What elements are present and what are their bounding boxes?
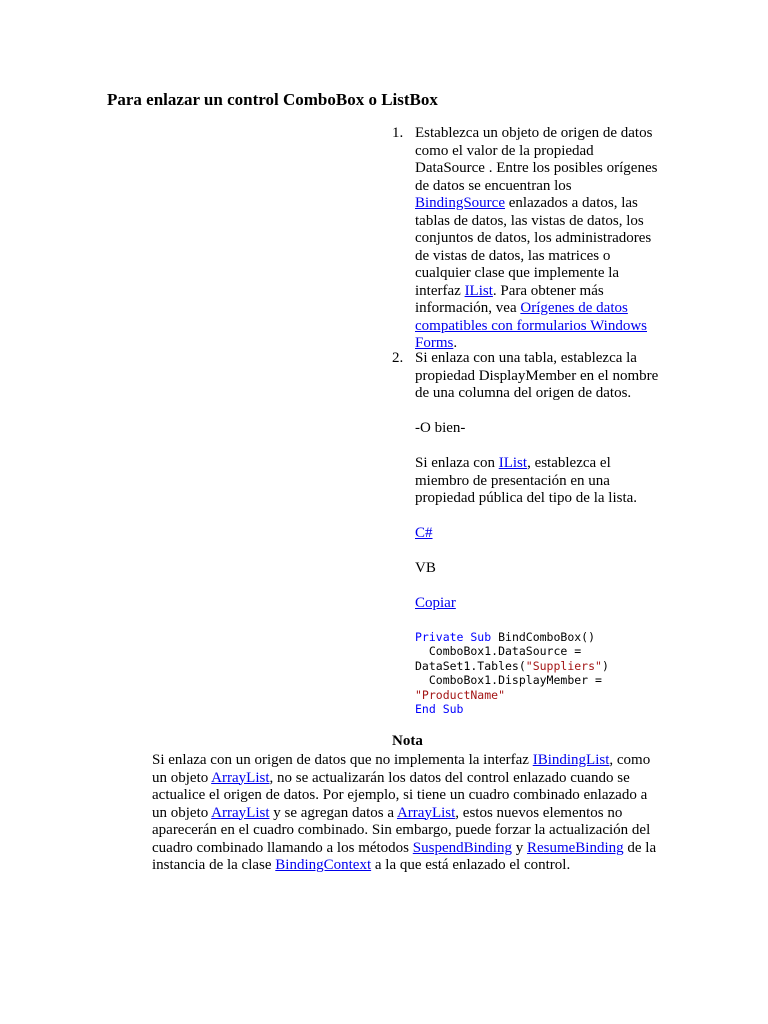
step-1-text-c: . Para obtener más información, vea: [415, 282, 604, 316]
note-body: [152, 752, 662, 875]
arraylist-link[interactable]: ArrayList: [396, 804, 456, 821]
step-1-text-a: Establezca un objeto de origen de datos como el valor de la propiedad DataSource . Entre los posibles orígenes de datos se encuentran los: [415, 125, 658, 194]
code-text: ComboBox1.DisplayMember =: [415, 673, 602, 688]
step-1: [392, 125, 660, 353]
step-1-text: [415, 125, 660, 353]
arraylist-link[interactable]: ArrayList: [211, 804, 270, 821]
note-text: , como un objeto: [152, 752, 651, 786]
note-text: , estos nuevos elementos no aparecerán en el cuadro combinado. Sin embargo, puede forzar la actualización del cuadro combinado llamando a los métodos: [152, 804, 651, 856]
copy-link[interactable]: Copiar: [415, 595, 456, 611]
step-1-text-b: enlazados a datos, las tablas de datos, las vistas de datos, los conjuntos de datos, los administradores de vistas de datos, las matrices o cualquier clase que implemente la interfaz: [415, 195, 652, 299]
page-heading: Para enlazar un control ComboBox o ListBox: [107, 90, 438, 109]
vb-tab-label: VB: [415, 560, 436, 576]
note-text: y se agregan datos a: [269, 804, 397, 821]
step-1-number: 1.: [392, 125, 404, 141]
note-text: Si enlaza con un origen de datos que no implementa la interfaz: [152, 752, 533, 768]
code-text: ): [601, 658, 609, 673]
step-2-or-else: -O bien-: [415, 420, 466, 436]
step-2-ilist-pre: Si enlaza con: [415, 455, 499, 471]
arraylist-link[interactable]: ArrayList: [211, 769, 270, 786]
code-keyword: End Sub: [415, 702, 464, 717]
note-text: a la que está enlazado el control.: [371, 857, 571, 873]
note-text: de la instancia de la clase: [152, 839, 657, 873]
note-title: Nota: [392, 733, 423, 749]
bindingcontext-link[interactable]: BindingContext: [275, 857, 372, 873]
code-string: "Suppliers": [525, 658, 602, 673]
code-keyword: Private Sub: [415, 630, 492, 644]
suspendbinding-link[interactable]: SuspendBinding: [412, 839, 512, 856]
code-string: "ProductName": [415, 687, 506, 702]
origenes-datos-link[interactable]: Orígenes de datos compatibles con formularios Windows Forms: [415, 300, 647, 351]
code-text: BindComboBox(): [491, 630, 596, 644]
resumebinding-link[interactable]: ResumeBinding: [526, 839, 624, 856]
ilist-link-2[interactable]: IList: [498, 455, 528, 471]
code-text: DataSet1.Tables(: [415, 658, 526, 673]
csharp-tab-link[interactable]: C#: [415, 525, 433, 541]
note-text: y: [511, 839, 527, 856]
ibindinglist-link[interactable]: IBindingList: [532, 752, 610, 768]
step-2: [392, 350, 660, 716]
code-block: [415, 630, 660, 716]
code-text: ComboBox1.DataSource =: [415, 644, 582, 659]
note-text: , no se actualizarán los datos del control enlazado cuando se actualice el origen de datos. Por ejemplo, si tiene un cuadro combinado enlazado a un objeto: [152, 769, 648, 821]
step-2-ilist-post: , establezca el miembro de presentación en una propiedad pública del tipo de la lista.: [415, 455, 638, 506]
ilist-link[interactable]: IList: [464, 282, 493, 299]
bindingsource-link[interactable]: BindingSource: [415, 195, 505, 211]
step-2-body: [415, 350, 660, 716]
step-2-paragraph-table: Si enlaza con una tabla, establezca la propiedad DisplayMember en el nombre de una columna del origen de datos.: [415, 350, 659, 401]
step-2-number: 2.: [392, 350, 404, 366]
step-2-paragraph-ilist: [415, 455, 660, 508]
step-1-text-d: .: [453, 335, 458, 351]
